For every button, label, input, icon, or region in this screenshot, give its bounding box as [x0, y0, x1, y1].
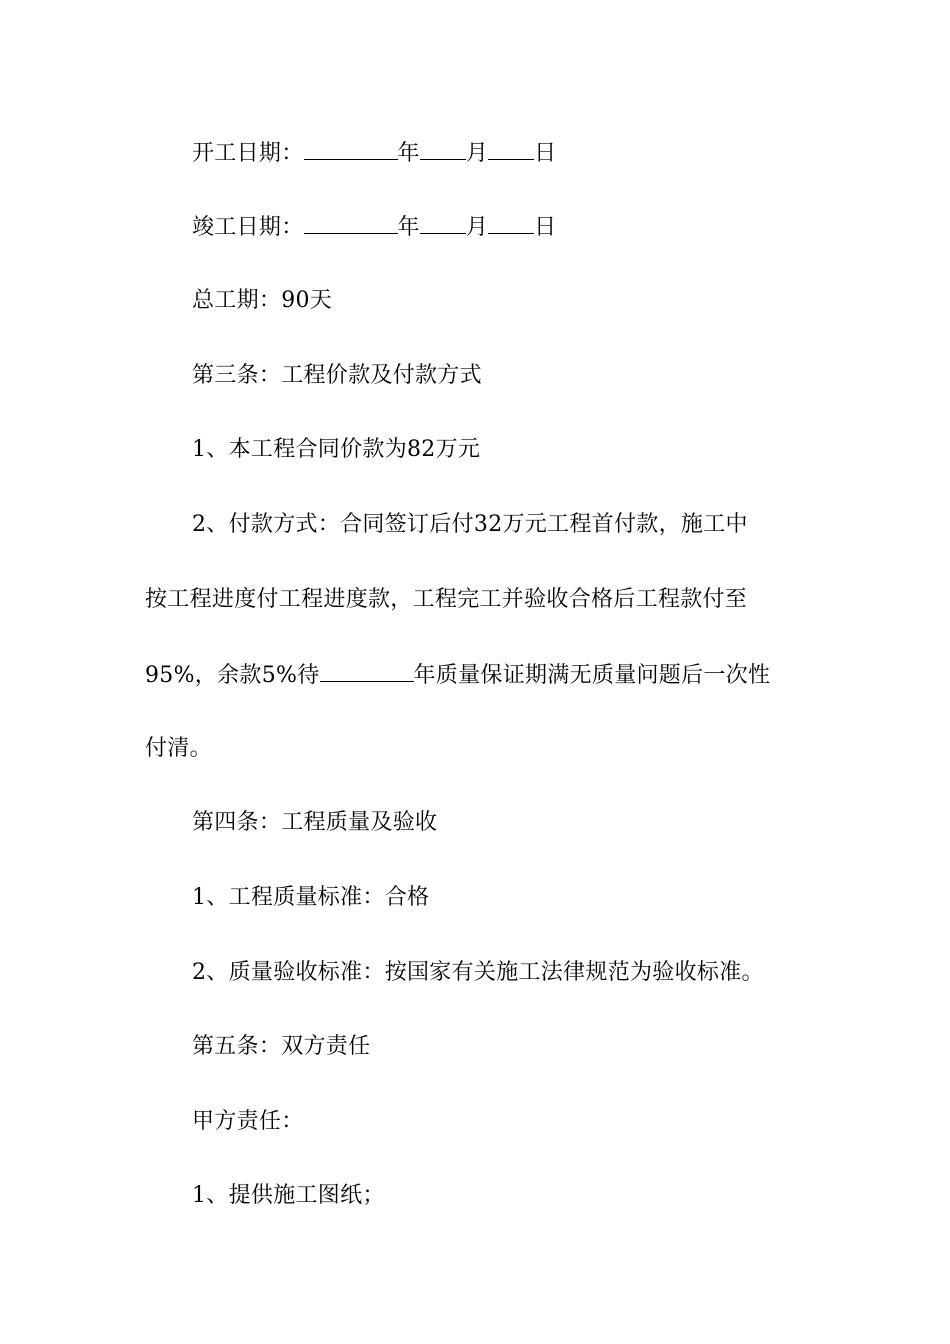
day-text: 日 [534, 141, 557, 166]
total-period: 总工期：90天 [192, 288, 333, 313]
article-3-item-1: 1、本工程合同价款为82万元 [192, 437, 481, 462]
article-3-title: 第三条：工程价款及付款方式 [192, 363, 482, 388]
balance-text: 95%，余款5%待 [145, 663, 320, 688]
article-3-item-2-line-2: 按工程进度付工程进度款，工程完工并验收合格后工程款付至 [145, 587, 748, 612]
month-text: 月 [465, 215, 489, 240]
article-3-item-2-line-1: 2、付款方式：合同签订后付32万元工程首付款，施工中 [192, 512, 748, 537]
article-5-title: 第五条：双方责任 [192, 1034, 371, 1059]
month-blank [420, 137, 466, 160]
warranty-years-blank [320, 659, 414, 682]
month-text: 月 [465, 141, 489, 166]
article-3-item-2-line-3 [145, 659, 810, 691]
year-blank [304, 211, 398, 234]
end-date-line [192, 211, 857, 243]
year-text: 年 [397, 141, 420, 166]
warranty-text: 年质量保证期满无质量问题后一次性 [413, 663, 771, 688]
day-blank [488, 211, 534, 234]
end-date-label: 竣工日期： [192, 215, 304, 240]
month-blank [420, 211, 466, 234]
article-4-title: 第四条：工程质量及验收 [192, 810, 438, 835]
start-date-line [192, 137, 857, 169]
year-blank [304, 137, 398, 160]
day-blank [488, 137, 534, 160]
party-a-item-1: 1、提供施工图纸； [192, 1183, 385, 1208]
day-text: 日 [534, 215, 557, 240]
article-4-item-2: 2、质量验收标准：按国家有关施工法律规范为验收标准。 [192, 960, 764, 985]
article-3-item-2-line-4: 付清。 [145, 736, 212, 761]
article-4-item-1: 1、工程质量标准：合格 [192, 885, 430, 910]
party-a-title: 甲方责任： [192, 1109, 304, 1134]
start-date-label: 开工日期： [192, 141, 304, 166]
year-text: 年 [397, 215, 420, 240]
